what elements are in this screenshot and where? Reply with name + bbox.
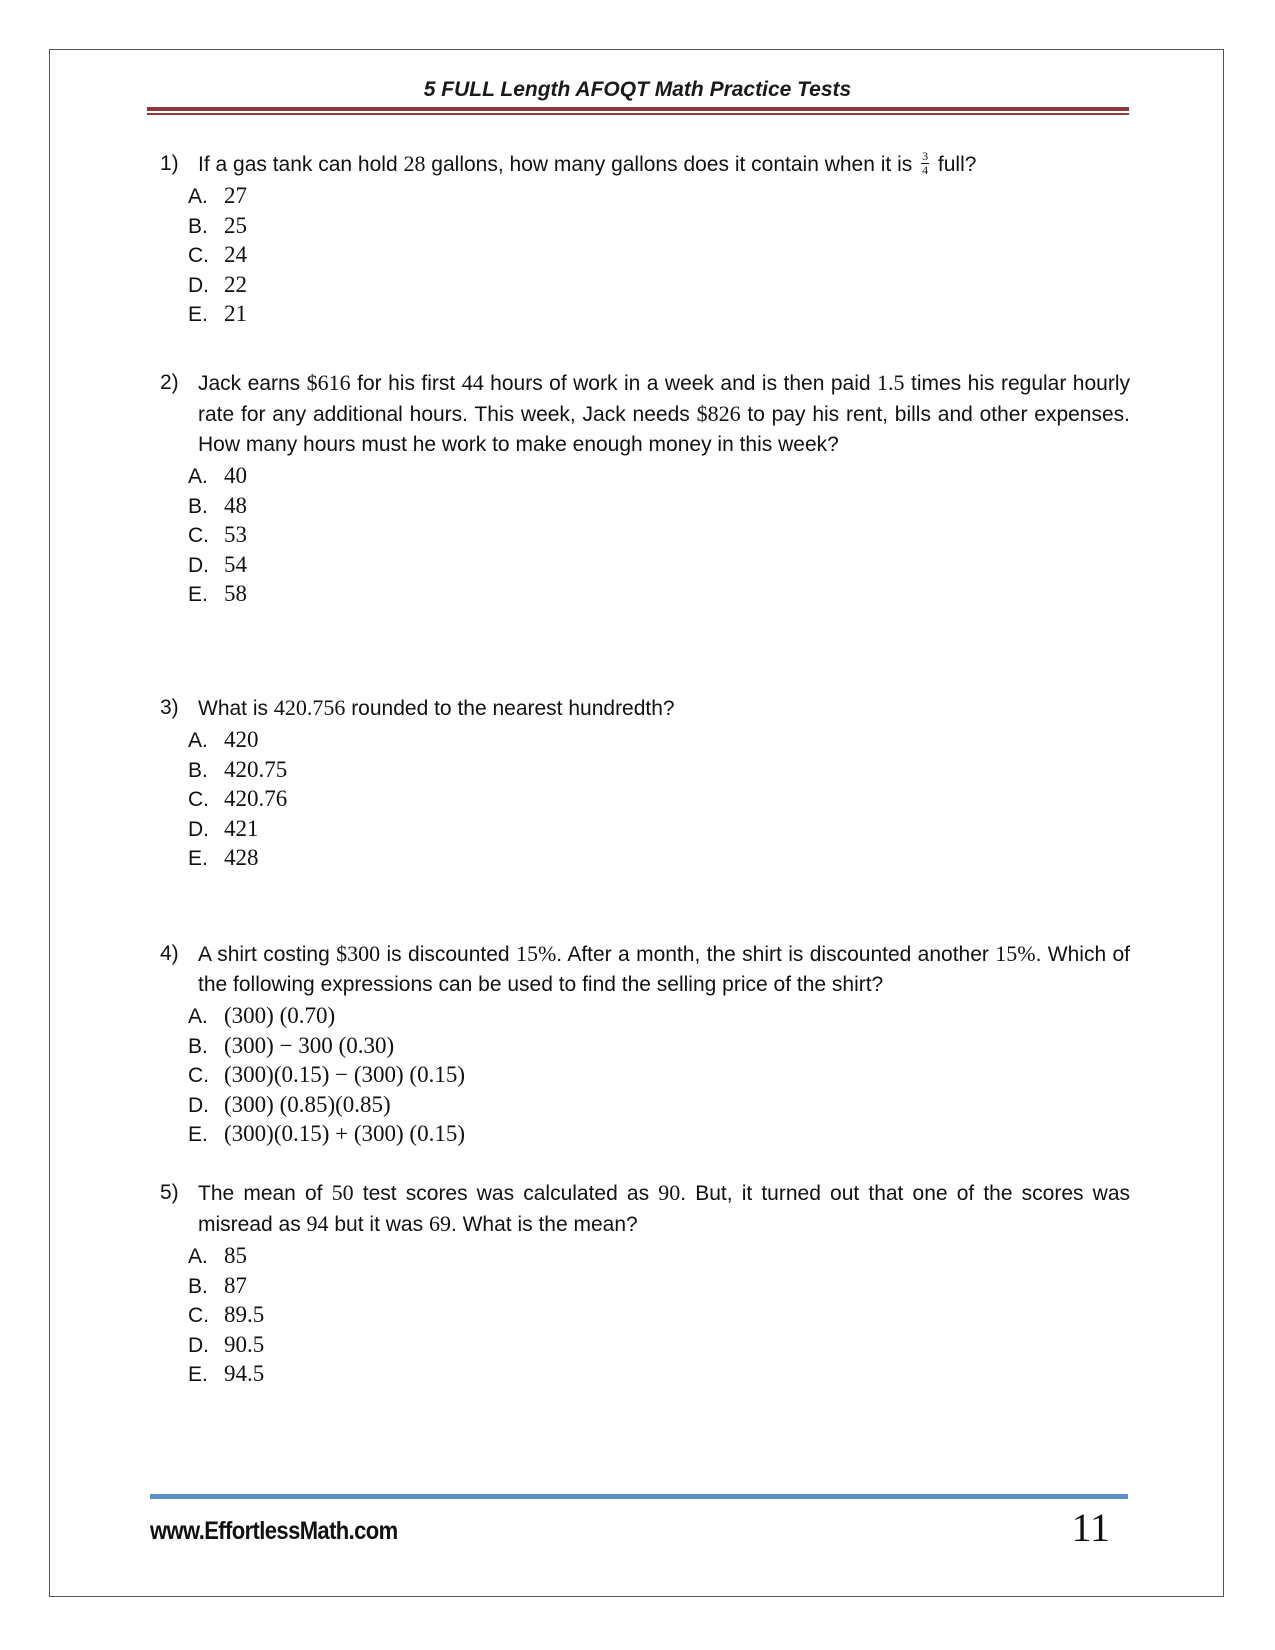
question-text: A shirt costing $300 is discounted 15%. After a month, the shirt is discounted another 15%. Which of the following expressions can be used to find the selling price of the shirt? bbox=[198, 941, 1131, 996]
answer-choice-a[interactable]: A. 85 bbox=[188, 1243, 247, 1268]
header-rule-thin bbox=[147, 113, 1129, 115]
answer-choice-e[interactable]: E. (300)(0.15) + (300) (0.15) bbox=[188, 1121, 465, 1146]
header-rule bbox=[147, 107, 1129, 111]
answer-choice-b[interactable]: B. (300) − 300 (0.30) bbox=[188, 1032, 395, 1058]
question-5 bbox=[160, 1178, 1130, 1389]
answer-choices bbox=[188, 1241, 1130, 1389]
answer-choice-e[interactable]: E. 94.5 bbox=[188, 1361, 265, 1386]
answer-choice-a[interactable]: A. 27 bbox=[188, 183, 247, 208]
question-text: What is 420.756 rounded to the nearest hundredth? bbox=[198, 695, 675, 720]
answer-choice-a[interactable]: A. (300) (0.70) bbox=[188, 1003, 336, 1028]
answer-choice-c[interactable]: C. 89.5 bbox=[188, 1302, 265, 1327]
question-2 bbox=[160, 368, 1130, 609]
answer-choice-b[interactable]: B. 48 bbox=[188, 492, 247, 518]
question-number: 1) bbox=[160, 152, 179, 175]
answer-choice-e[interactable]: E. 21 bbox=[188, 301, 247, 326]
answer-choices bbox=[188, 181, 1130, 329]
answer-choice-d[interactable]: D. 54 bbox=[188, 551, 247, 577]
question-text: The mean of 50 test scores was calculated as 90. But, it turned out that one of the scores was misread as 94 but it was 69. What is the mean? bbox=[198, 1180, 1130, 1236]
answer-choice-c[interactable]: C. 53 bbox=[188, 522, 247, 547]
answer-choice-c[interactable]: C. 420.76 bbox=[188, 786, 288, 811]
answer-choice-b[interactable]: B. 420.75 bbox=[188, 756, 288, 782]
answer-choice-a[interactable]: A. 40 bbox=[188, 463, 247, 488]
answer-choice-e[interactable]: E. 428 bbox=[188, 845, 259, 870]
answer-choices bbox=[188, 461, 1130, 609]
question-text: If a gas tank can hold 28 gallons, how many gallons does it contain when it is $\frac{3}{4}$ full? bbox=[198, 148, 977, 177]
answer-choice-b[interactable]: B. 87 bbox=[188, 1272, 247, 1298]
answer-choice-b[interactable]: B. 25 bbox=[188, 212, 247, 238]
answer-choices bbox=[188, 1001, 1130, 1149]
answer-choice-e[interactable]: E. 58 bbox=[188, 581, 247, 606]
question-stem bbox=[160, 939, 1130, 1000]
question-stem bbox=[160, 149, 1130, 180]
answer-choice-d[interactable]: D. 421 bbox=[188, 815, 259, 841]
answer-choice-a[interactable]: A. 420 bbox=[188, 727, 259, 752]
footer-website-link[interactable]: www.EffortlessMath.com bbox=[150, 1516, 398, 1545]
answer-choice-d[interactable]: D. (300) (0.85)(0.85) bbox=[188, 1091, 391, 1117]
page-header-title: 5 FULL Length AFOQT Math Practice Tests bbox=[423, 78, 852, 101]
footer-rule bbox=[150, 1494, 1128, 1499]
page-number: 11 bbox=[1071, 1505, 1110, 1550]
answer-choice-c[interactable]: C. 24 bbox=[188, 242, 247, 267]
question-4 bbox=[160, 939, 1130, 1149]
answer-choice-c[interactable]: C. (300)(0.15) − (300) (0.15) bbox=[188, 1062, 465, 1087]
answer-choices bbox=[188, 725, 1130, 873]
answer-choice-d[interactable]: D. 90.5 bbox=[188, 1331, 265, 1357]
question-number: 3) bbox=[160, 696, 179, 719]
question-stem bbox=[160, 1178, 1130, 1240]
question-1 bbox=[160, 149, 1130, 329]
question-number: 5) bbox=[160, 1181, 179, 1204]
question-number: 2) bbox=[160, 371, 179, 394]
question-text: Jack earns $616 for his first 44 hours of work in a week and is then paid 1.5 times his regular hourly rate for any additional hours. This week, Jack needs $826 to pay his rent, bills and other expenses. How many hours must he work to make enough money in this week? bbox=[198, 370, 1130, 456]
question-stem bbox=[160, 368, 1130, 460]
fraction: $\frac{3}{4}$ bbox=[922, 148, 929, 177]
question-3 bbox=[160, 693, 1130, 873]
question-stem bbox=[160, 693, 1130, 724]
answer-choice-d[interactable]: D. 22 bbox=[188, 271, 247, 297]
question-number: 4) bbox=[160, 942, 179, 965]
